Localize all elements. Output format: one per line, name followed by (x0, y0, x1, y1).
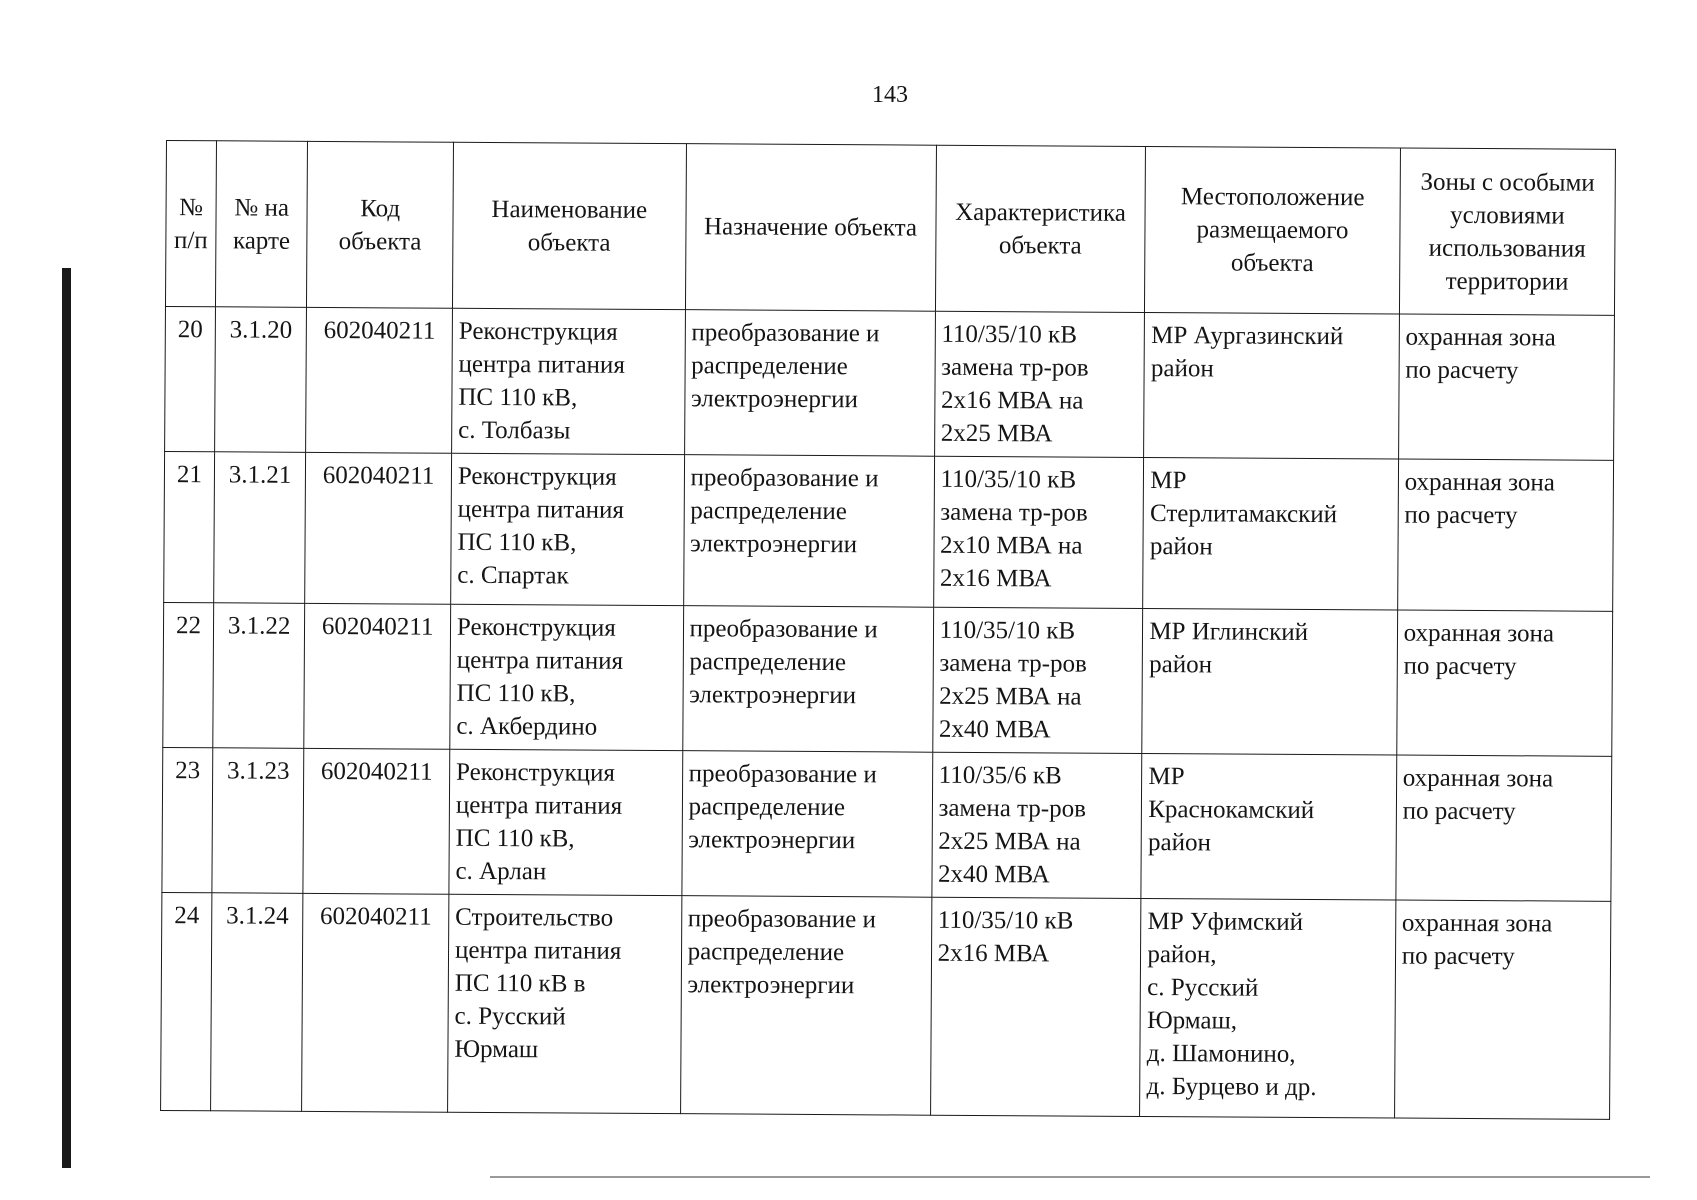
cell-object-purpose: преобразование и распределение электроэнергии (683, 455, 934, 608)
cell-object-characteristic: 110/35/10 кВ 2х16 МВА (930, 897, 1141, 1116)
header-special-zones: Зоны с особыми условиями использования территории (1399, 148, 1615, 315)
cell-row-number: 24 (161, 892, 212, 1110)
page-number: 143 (872, 82, 908, 108)
cell-object-location: МР Уфимский район, с. Русский Юрмаш, д. Шамонино, д. Бурцево и др. (1140, 898, 1396, 1118)
cell-row-number: 21 (164, 451, 215, 602)
table-header-row (165, 141, 1615, 316)
cell-row-number: 23 (162, 747, 213, 892)
cell-special-zones: охранная зона по расчету (1397, 459, 1613, 611)
table-row (165, 306, 1615, 460)
header-object-name: Наименование объекта (452, 142, 686, 309)
cell-map-number: 3.1.23 (212, 748, 304, 894)
cell-row-number: 22 (163, 602, 214, 747)
cell-object-location: МР Краснокамский район (1141, 753, 1396, 900)
cell-map-number: 3.1.20 (215, 307, 307, 453)
cell-object-name: Реконструкция центра питания ПС 110 кВ, с. Акбердино (450, 604, 683, 750)
cell-map-number: 3.1.22 (213, 603, 305, 749)
cell-object-code: 602040211 (303, 748, 450, 894)
objects-table (160, 140, 1616, 1120)
cell-special-zones: охранная зона по расчету (1396, 755, 1612, 901)
cell-object-characteristic: 110/35/6 кВ замена тр-ров 2х25 МВА на 2х40 МВА (931, 752, 1142, 898)
header-row-number: № п/п (165, 141, 216, 307)
table-row (162, 747, 1612, 901)
cell-object-purpose: преобразование и распределение электроэнергии (680, 896, 931, 1116)
table-row (161, 892, 1611, 1119)
cell-object-purpose: преобразование и распределение электроэнергии (684, 310, 935, 457)
header-object-code: Код объекта (307, 141, 454, 308)
cell-object-code: 602040211 (305, 452, 452, 604)
header-object-location: Местоположение размещаемого объекта (1145, 146, 1400, 314)
header-map-number: № на карте (215, 141, 307, 308)
cell-map-number: 3.1.24 (211, 893, 304, 1112)
cell-object-characteristic: 110/35/10 кВ замена тр-ров 2х10 МВА на 2х16 МВА (933, 456, 1144, 608)
cell-object-code: 602040211 (306, 307, 453, 453)
scan-edge-shadow (62, 268, 71, 1168)
cell-object-location: МР Аургазинский район (1144, 312, 1399, 459)
cell-object-code: 602040211 (302, 893, 449, 1112)
cell-object-characteristic: 110/35/10 кВ замена тр-ров 2х25 МВА на 2х40 МВА (932, 607, 1143, 753)
cell-row-number: 20 (165, 306, 216, 451)
cell-object-name: Строительство центра питания ПС 110 кВ в с. Русский Юрмаш (448, 894, 682, 1113)
cell-map-number: 3.1.21 (214, 452, 306, 604)
cell-object-purpose: преобразование и распределение электроэнергии (681, 751, 932, 898)
cell-object-code: 602040211 (304, 603, 451, 749)
cell-special-zones: охранная зона по расчету (1398, 314, 1614, 460)
cell-object-purpose: преобразование и распределение электроэнергии (682, 606, 933, 753)
cell-object-name: Реконструкция центра питания ПС 110 кВ, с. Арлан (449, 749, 682, 895)
cell-object-location: МР Стерлитамакский район (1143, 457, 1398, 610)
cell-object-name: Реконструкция центра питания ПС 110 кВ, с. Спартак (451, 453, 685, 605)
header-object-purpose: Назначение объекта (685, 144, 936, 312)
cell-object-characteristic: 110/35/10 кВ замена тр-ров 2х16 МВА на 2х25 МВА (934, 311, 1145, 457)
cell-special-zones: охранная зона по расчету (1396, 610, 1612, 756)
scan-bottom-line (490, 1176, 1650, 1178)
table-row (163, 602, 1613, 756)
header-object-characteristic: Характеристика объекта (935, 145, 1146, 312)
cell-special-zones: охранная зона по расчету (1394, 900, 1611, 1119)
cell-object-location: МР Иглинский район (1142, 608, 1397, 755)
table-row (164, 451, 1614, 611)
cell-object-name: Реконструкция центра питания ПС 110 кВ, с. Толбазы (452, 308, 685, 454)
